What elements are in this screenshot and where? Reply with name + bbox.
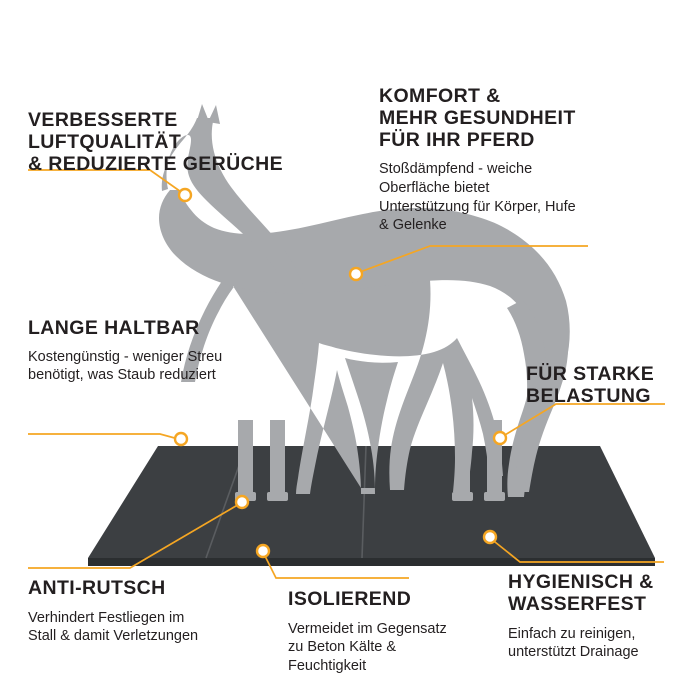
callout-comfort	[379, 86, 589, 235]
callout-hygienic-headline-line2: WASSERFEST	[508, 592, 647, 615]
callout-air-quality-headline	[28, 110, 328, 175]
callout-insulating	[288, 589, 458, 675]
callout-load-headline-line2: BELASTUNG	[526, 384, 651, 407]
callout-hygienic-headline-line1: HYGIENISCH &	[508, 571, 654, 593]
dot-insulating	[257, 545, 269, 557]
callout-comfort-headline	[379, 86, 589, 151]
callout-load-headline	[526, 364, 691, 408]
connector-durable	[28, 434, 182, 440]
callout-anti-slip-body: Verhindert Festliegen im Stall & damit Verletzungen	[28, 609, 199, 645]
callout-anti-slip-headline: ANTI-RUTSCH	[28, 577, 166, 599]
dot-hygienic	[484, 531, 496, 543]
dot-air-quality	[179, 189, 191, 201]
callout-durable	[28, 318, 258, 385]
callout-durable-headline: LANGE HALTBAR	[28, 317, 200, 339]
callout-comfort-headline-line2: MEHR GESUNDHEIT	[379, 106, 576, 129]
callout-insulating-body: Vermeidet im Gegensatz zu Beton Kälte & Feuchtigkeit	[288, 620, 447, 674]
dot-durable	[175, 433, 187, 445]
callout-insulating-headline: ISOLIEREND	[288, 588, 412, 610]
mat-top-surface	[88, 446, 655, 558]
callout-comfort-body: Stoßdämpfend - weiche Oberfläche bietet Unterstützung für Körper, Hufe & Gelenke	[379, 161, 576, 234]
callout-air-quality-headline-line2: & REDUZIERTE GERÜCHE	[28, 152, 284, 175]
callout-durable-body: Kostengünstig - weniger Streu benötigt, was Staub reduziert	[28, 348, 223, 384]
callout-air-quality-headline-line1: VERBESSERTE LUFTQUALITÄT	[28, 109, 182, 153]
callout-hygienic	[508, 572, 698, 662]
callout-load	[526, 364, 691, 408]
dot-load	[494, 432, 506, 444]
callout-anti-slip	[28, 578, 228, 646]
callout-load-headline-line1: FÜR STARKE	[526, 363, 655, 385]
callout-air-quality	[28, 110, 328, 175]
callout-comfort-headline-line1: KOMFORT &	[379, 85, 501, 107]
callout-hygienic-body: Einfach zu reinigen, unterstützt Drainage	[508, 625, 639, 661]
callout-hygienic-headline	[508, 572, 698, 616]
dot-anti-slip	[236, 496, 248, 508]
stall-mat	[88, 446, 655, 566]
callout-comfort-headline-line3: FÜR IHR PFERD	[379, 128, 535, 151]
dot-comfort	[350, 268, 362, 280]
